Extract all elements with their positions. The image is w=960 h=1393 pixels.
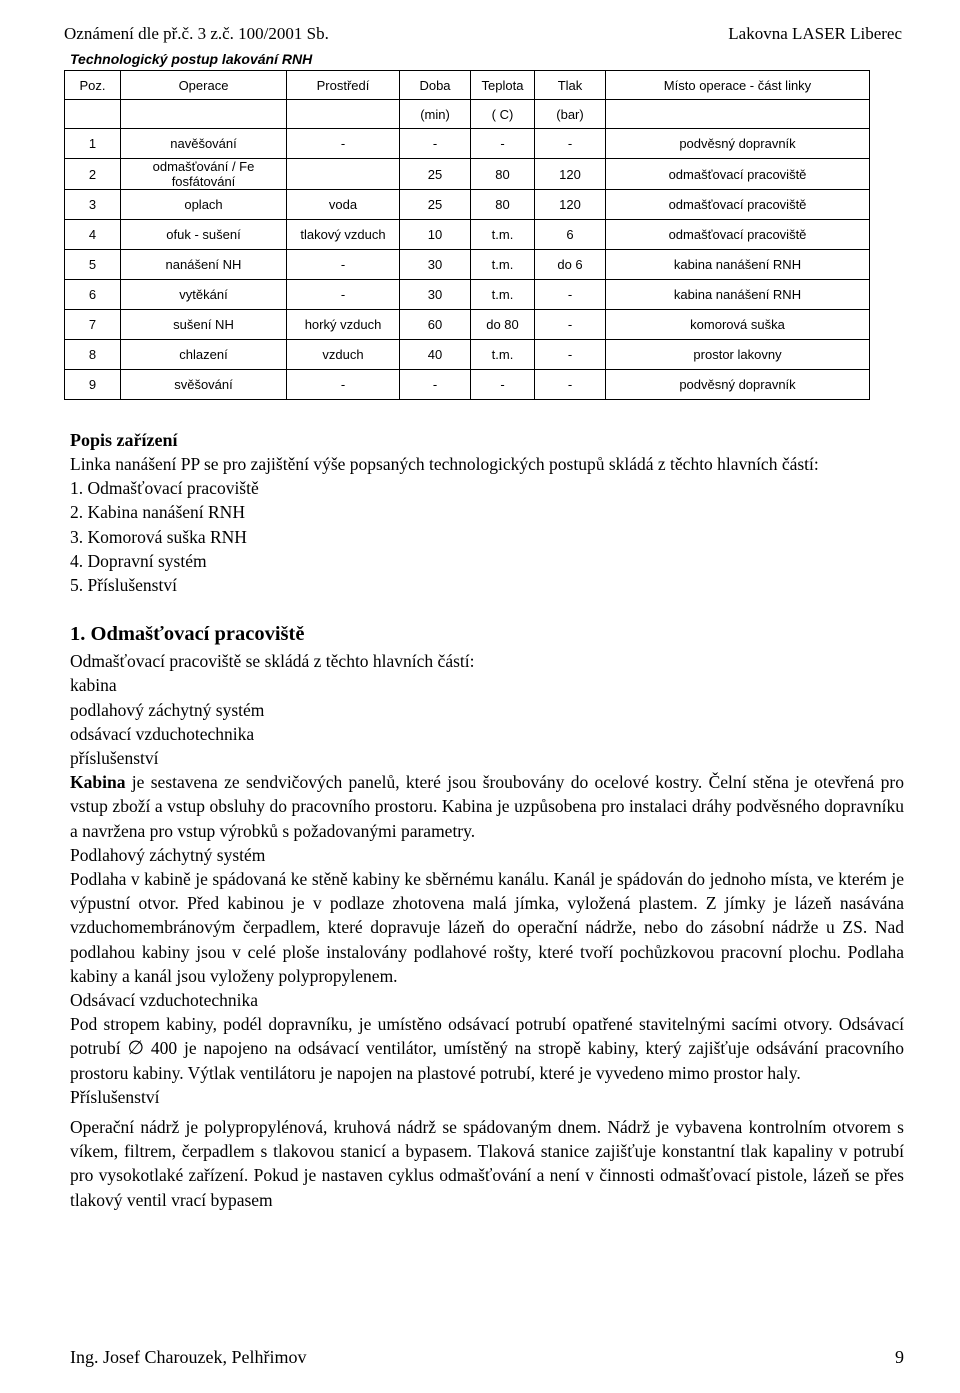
footer-author: Ing. Josef Charouzek, Pelhřimov (70, 1347, 307, 1367)
table-row (65, 250, 870, 280)
equipment-item: 3. Komorová suška RNH (70, 526, 247, 547)
cell-position: 1 (65, 129, 121, 159)
cell-temperature: t.m. (471, 220, 535, 250)
unit-duration: (min) (400, 100, 471, 129)
ventilation-text-part1: Pod stropem kabiny, podél dopravníku, je umístěno odsávací potrubí opatřené stavitelnými sacími otvory. Odsávací potrubí (70, 1014, 904, 1059)
cell-position: 7 (65, 310, 121, 340)
col-header-position: Poz. (65, 71, 121, 100)
cell-position: 6 (65, 280, 121, 310)
equipment-item: 1. Odmašťovací pracoviště (70, 478, 259, 499)
ventilation-title: Odsávací vzduchotechnika (70, 990, 259, 1011)
table-units-row (65, 100, 870, 129)
cell-location: podvěsný dopravník (606, 129, 870, 159)
cell-duration: - (400, 370, 471, 400)
equipment-intro: Linka nanášení PP se pro zajištění výše popsaných technologických postupů skládá z těchto hlavních částí: (70, 454, 819, 474)
cell-temperature: 80 (471, 190, 535, 220)
cell-position: 5 (65, 250, 121, 280)
cell-environment: - (287, 280, 400, 310)
cell-location: kabina nanášení RNH (606, 250, 870, 280)
cell-temperature: t.m. (471, 340, 535, 370)
degreasing-part: kabina (70, 675, 117, 696)
header-document-reference: Oznámení dle př.č. 3 z.č. 100/2001 Sb. (64, 24, 329, 43)
cell-pressure: 120 (535, 159, 606, 190)
cell-temperature: - (471, 370, 535, 400)
cell-pressure: - (535, 280, 606, 310)
cell-temperature: 80 (471, 159, 535, 190)
cell-operation: odmašťování / Fe fosfátování (121, 159, 287, 190)
cell-operation: navěšování (121, 129, 287, 159)
cabin-paragraph (70, 770, 904, 843)
cell-location: odmašťovací pracoviště (606, 190, 870, 220)
cell-temperature: t.m. (471, 280, 535, 310)
cell-environment: vzduch (287, 340, 400, 370)
cell-operation: nanášení NH (121, 250, 287, 280)
table-row (65, 280, 870, 310)
unit-temperature: ( C) (471, 100, 535, 129)
cell-operation: chlazení (121, 340, 287, 370)
section-title-equipment: Popis zařízení (70, 430, 178, 450)
diameter-symbol: ∅ (127, 1037, 144, 1060)
cell-position: 8 (65, 340, 121, 370)
cell-position: 4 (65, 220, 121, 250)
cell-pressure: - (535, 129, 606, 159)
cell-location: odmašťovací pracoviště (606, 220, 870, 250)
cell-operation: oplach (121, 190, 287, 220)
degreasing-intro: Odmašťovací pracoviště se skládá z těchto hlavních částí: (70, 651, 475, 672)
ventilation-text-part2: 400 je napojeno na odsávací ventilátor, umístěný na stropě kabiny, který zajišťuje odsávání pracovního prostoru kabiny. Výtlak ventilátoru je napojen na plastové potrubí, které je vyvedeno mimo prostor haly. (70, 1038, 904, 1083)
cell-environment: - (287, 370, 400, 400)
main-content (70, 428, 904, 1212)
degreasing-part: odsávací vzduchotechnika (70, 723, 255, 744)
equipment-item: 5. Příslušenství (70, 575, 177, 596)
cell-duration: 10 (400, 220, 471, 250)
cell-environment: - (287, 250, 400, 280)
unit-location (606, 100, 870, 129)
cell-temperature: t.m. (471, 250, 535, 280)
cell-pressure: 120 (535, 190, 606, 220)
cell-position: 3 (65, 190, 121, 220)
unit-operation (121, 100, 287, 129)
page-number: 9 (895, 1347, 904, 1367)
cell-pressure: - (535, 310, 606, 340)
cell-position: 2 (65, 159, 121, 190)
cabin-text: je sestavena ze sendvičových panelů, které jsou šroubovány do ocelové kostry. Čelní stěna je otevřená pro vstup zboží a vstup obsluhy do pracovního prostoru. Kabina je uzpůsobena pro instalaci dráhy podvěsného dopravníku a navržena pro vstup výrobků s požadovanými parametry. (70, 772, 904, 841)
col-header-temperature: Teplota (471, 71, 535, 100)
cell-operation: vytěkání (121, 280, 287, 310)
degreasing-part: podlahový záchytný systém (70, 699, 265, 720)
cell-location: podvěsný dopravník (606, 370, 870, 400)
cell-pressure: - (535, 340, 606, 370)
cell-duration: 40 (400, 340, 471, 370)
equipment-item: 2. Kabina nanášení RNH (70, 502, 245, 523)
cell-duration: 25 (400, 190, 471, 220)
table-row (65, 310, 870, 340)
table-row (65, 340, 870, 370)
cell-temperature: do 80 (471, 310, 535, 340)
cell-pressure: 6 (535, 220, 606, 250)
table-row (65, 159, 870, 190)
header-company: Lakovna LASER Liberec (728, 24, 902, 43)
cell-location: komorová suška (606, 310, 870, 340)
equipment-item: 4. Dopravní systém (70, 550, 207, 571)
ventilation-text (70, 1012, 904, 1085)
cell-duration: - (400, 129, 471, 159)
cell-position: 9 (65, 370, 121, 400)
accessories-title: Příslušenství (70, 1086, 160, 1107)
cabin-label: Kabina (70, 772, 126, 793)
cell-temperature: - (471, 129, 535, 159)
cell-environment: tlakový vzduch (287, 220, 400, 250)
table-row (65, 220, 870, 250)
cell-duration: 30 (400, 280, 471, 310)
col-header-location: Místo operace - část linky (606, 71, 870, 100)
cell-environment: - (287, 129, 400, 159)
cell-duration: 25 (400, 159, 471, 190)
degreasing-part: příslušenství (70, 748, 159, 769)
table-row (65, 370, 870, 400)
cell-location: prostor lakovny (606, 340, 870, 370)
cell-location: kabina nanášení RNH (606, 280, 870, 310)
col-header-environment: Prostředí (287, 71, 400, 100)
unit-environment (287, 100, 400, 129)
floor-system-title: Podlahový záchytný systém (70, 844, 266, 865)
cell-environment (287, 159, 400, 190)
cell-operation: svěšování (121, 370, 287, 400)
cell-location: odmašťovací pracoviště (606, 159, 870, 190)
accessories-text: Operační nádrž je polypropylénová, kruhová nádrž se spádovaným dnem. Nádrž je vybavena kontrolním otvorem s víkem, filtrem, čerpadlem s tlakovou stanicí a bypasem. Tlaková stanice zajišťuje konstantní tlak kapaliny v potrubí pro vysokotlaké zařízení. Pokud je nastaven cyklus odmašťování a není v činnosti odmašťovací pistole, lázeň se přes tlakový ventil vrací bypasem (70, 1117, 904, 1210)
cell-operation: sušení NH (121, 310, 287, 340)
cell-environment: voda (287, 190, 400, 220)
unit-pressure: (bar) (535, 100, 606, 129)
cell-environment: horký vzduch (287, 310, 400, 340)
cell-duration: 60 (400, 310, 471, 340)
document-subtitle: Technologický postup lakování RNH (70, 51, 313, 67)
table-row (65, 190, 870, 220)
cell-pressure: do 6 (535, 250, 606, 280)
process-table (64, 70, 870, 400)
col-header-duration: Doba (400, 71, 471, 100)
cell-pressure: - (535, 370, 606, 400)
section-title-degreasing: 1. Odmašťovací pracoviště (70, 623, 305, 646)
floor-system-text: Podlaha v kabině je spádovaná ke stěně kabiny ke sběrnému kanálu. Kanál je spádován do jednoho místa, ve kterém je výpustní otvor. Před kabinou je v podlaze zhotovena malá jímka, vyložená plastem. Z jímky je lázeň nasávána vzduchomembránovým čerpadlem, které dopravuje lázeň do operační nádrže, nebo do zásobní nádrže u ZS. Nad podlahou kabiny jsou v celé ploše instalovány podlahové rošty, které tvoří pochůzkovou pracovní plochu. Podlaha kabiny a kanál jsou vyloženy polypropylenem. (70, 869, 904, 986)
table-header-row (65, 71, 870, 100)
table-row (65, 129, 870, 159)
col-header-pressure: Tlak (535, 71, 606, 100)
col-header-operation: Operace (121, 71, 287, 100)
cell-duration: 30 (400, 250, 471, 280)
cell-operation: ofuk - sušení (121, 220, 287, 250)
unit-position (65, 100, 121, 129)
